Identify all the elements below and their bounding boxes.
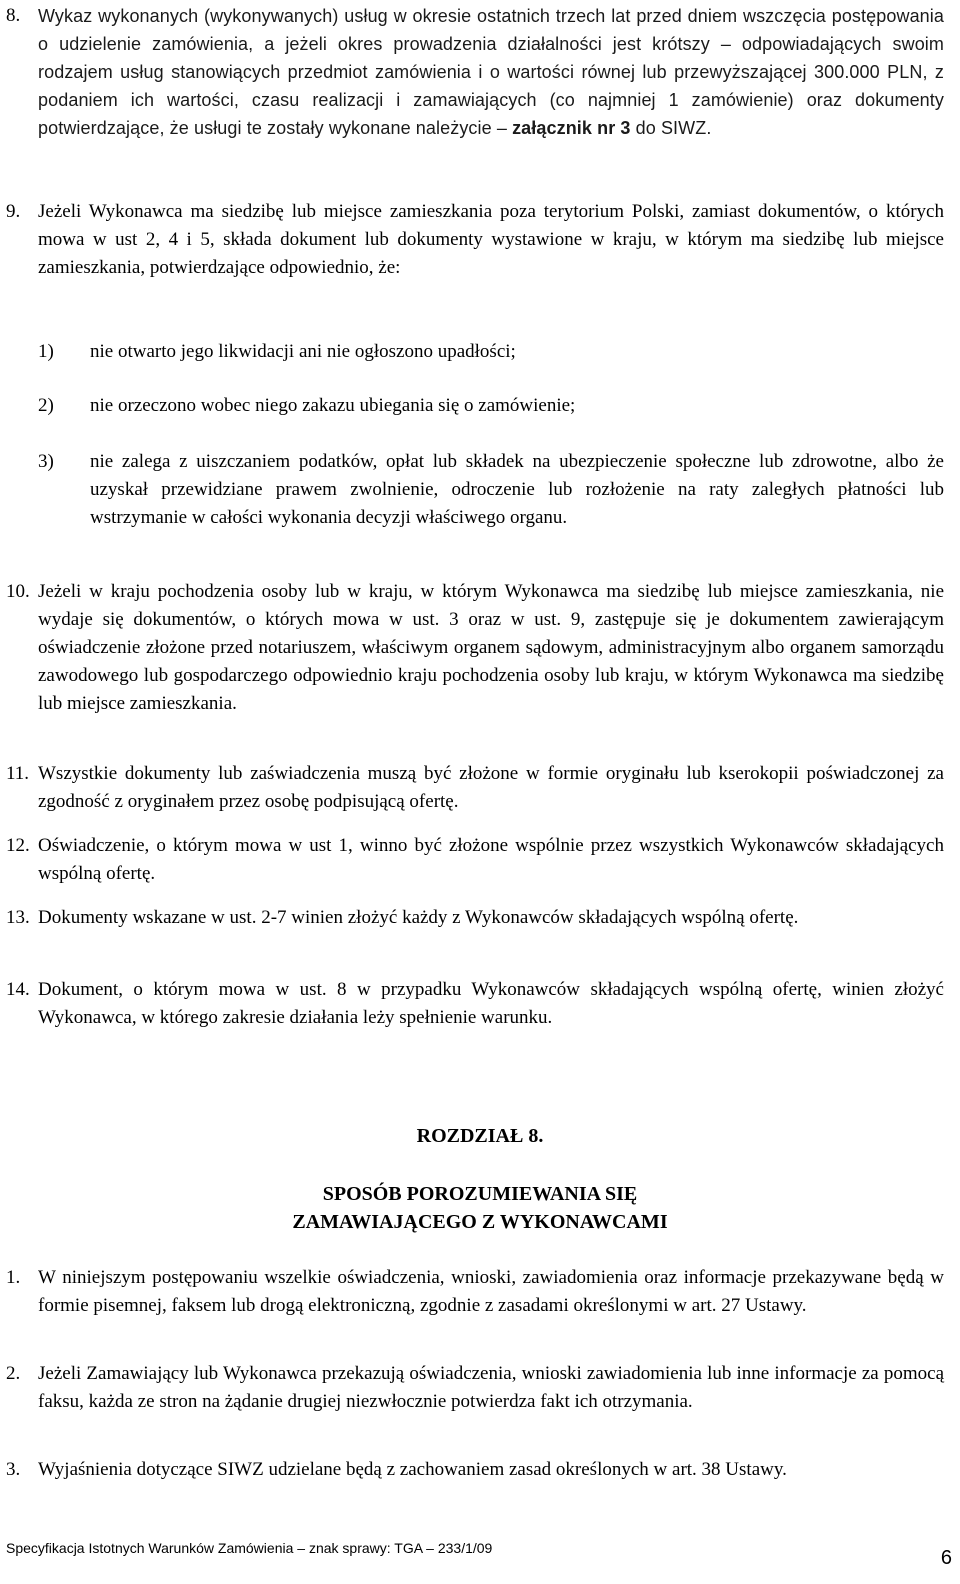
page-number: 6 bbox=[940, 1547, 952, 1569]
list-item-12 bbox=[6, 832, 944, 888]
list-item-14 bbox=[6, 976, 944, 1032]
list-item-text: W niniejszym postępowaniu wszelkie oświadczenia, wnioski, zawiadomienia oraz informacje przekazywane będą w formie pisemnej, faksem lub drogą elektroniczną, zgodnie z zasadami określonymi w art. 27 Ustawy. bbox=[38, 1267, 944, 1316]
sub-item-number: 3) bbox=[38, 451, 54, 472]
section-item-2 bbox=[6, 1360, 944, 1416]
list-item-number: 1. bbox=[6, 1267, 21, 1288]
section-item-3 bbox=[6, 1456, 944, 1484]
list-item-10 bbox=[6, 578, 944, 718]
section-item-1 bbox=[6, 1264, 944, 1320]
chapter-subtitle-line-1: SPOSÓB POROZUMIEWANIA SIĘ bbox=[322, 1183, 638, 1205]
list-item-9 bbox=[6, 198, 944, 282]
list-item-11 bbox=[6, 760, 944, 816]
sub-item-text: nie zalega z uiszczaniem podatków, opłat lub składek na ubezpieczenie społeczne lub zdrowotne, albo że uzyskał przewidziane prawem zwolnienie, odroczenie lub rozłożenie na raty zaległych płatności lub wstrzymanie w całości wykonania decyzji właściwego organu. bbox=[90, 451, 944, 528]
list-item-8 bbox=[6, 2, 944, 142]
list-item-text: Jeżeli Zamawiający lub Wykonawca przekazują oświadczenia, wnioski zawiadomienia lub inne informacje za pomocą faksu, każda ze stron na żądanie drugiej niezwłocznie potwierdza fakt ich otrzymania. bbox=[38, 1363, 944, 1412]
sub-item-text: nie otwarto jego likwidacji ani nie ogłoszono upadłości; bbox=[90, 341, 516, 362]
footer-text: Specyfikacja Istotnych Warunków Zamówienia – znak sprawy: TGA – 233/1/09 bbox=[6, 1540, 493, 1556]
list-item-text: Jeżeli Wykonawca ma siedzibę lub miejsce zamieszkania poza terytorium Polski, zamiast dokumentów, o których mowa w ust 2, 4 i 5, składa dokument lub dokumenty wystawione w kraju, w którym ma siedzibę lub miejsce zamieszkania, potwierdzające odpowiednio, że: bbox=[38, 201, 944, 278]
list-item-number: 10. bbox=[6, 581, 30, 602]
list-item-number: 13. bbox=[6, 907, 30, 928]
sub-item-3 bbox=[38, 448, 944, 532]
list-item-number: 8. bbox=[6, 5, 21, 26]
sub-item-text: nie orzeczono wobec niego zakazu ubiegania się o zamówienie; bbox=[90, 395, 576, 416]
list-item-number: 11. bbox=[6, 763, 30, 784]
list-item-text: Wyjaśnienia dotyczące SIWZ udzielane będą z zachowaniem zasad określonych w art. 38 Ustawy. bbox=[38, 1459, 787, 1480]
list-item-text: Wykaz wykonanych (wykonywanych) usług w okresie ostatnich trzech lat przed dniem wszczęcia postępowania o udzielenie zamówienia, a jeżeli okres prowadzenia działalności jest krótszy – odpowiadających swoim rodzajem usług stanowiących przedmiot zamówienia i o wartości równej lub przewyższającej 300.000 PLN, z podaniem ich wartości, czasu realizacji i zamawiających (co najmniej 1 zamówienie) oraz dokumenty potwierdzające, że usługi te zostały wykonane należycie – załącznik nr 3 do SIWZ. bbox=[38, 6, 944, 138]
list-item-text: Dokumenty wskazane w ust. 2-7 winien złożyć każdy z Wykonawców składających wspólną ofertę. bbox=[38, 907, 799, 928]
sub-item-1 bbox=[38, 338, 944, 366]
list-item-text: Oświadczenie, o którym mowa w ust 1, winno być złożone wspólnie przez wszystkich Wykonawców składających wspólną ofertę. bbox=[38, 835, 944, 884]
list-item-text: Wszystkie dokumenty lub zaświadczenia muszą być złożone w formie oryginału lub kserokopii poświadczonej za zgodność z oryginałem przez osobę podpisującą ofertę. bbox=[38, 763, 944, 812]
list-item-number: 14. bbox=[6, 979, 30, 1000]
list-item-text: Dokument, o którym mowa w ust. 8 w przypadku Wykonawców składających wspólną ofertę, winien złożyć Wykonawca, w którego zakresie działania leży spełnienie warunku. bbox=[38, 979, 944, 1028]
chapter-subtitle-line-2: ZAMAWIAJĄCEGO Z WYKONAWCAMI bbox=[292, 1211, 668, 1233]
list-item-13 bbox=[6, 904, 944, 932]
attachment-reference: załącznik nr 3 bbox=[512, 118, 631, 138]
list-item-number: 9. bbox=[6, 201, 21, 222]
list-item-number: 12. bbox=[6, 835, 30, 856]
sub-item-number: 2) bbox=[38, 395, 54, 416]
list-item-number: 2. bbox=[6, 1363, 21, 1384]
sub-item-number: 1) bbox=[38, 341, 54, 362]
sub-item-2 bbox=[38, 392, 944, 420]
chapter-title: ROZDZIAŁ 8. bbox=[416, 1125, 544, 1147]
list-item-text: Jeżeli w kraju pochodzenia osoby lub w kraju, w którym Wykonawca ma siedzibę lub miejsce zamieszkania, nie wydaje się dokumentów, o których mowa w ust. 3 oraz w ust. 9, zastępuje się je dokumentem zawierającym oświadczenie złożone przed notariuszem, właściwym organem sądowym, administracyjnym albo organem samorządu zawodowego lub gospodarczego odpowiednio kraju pochodzenia osoby lub kraju, w którym Wykonawca ma siedzibę lub miejsce zamieszkania. bbox=[38, 581, 944, 714]
list-item-number: 3. bbox=[6, 1459, 21, 1480]
